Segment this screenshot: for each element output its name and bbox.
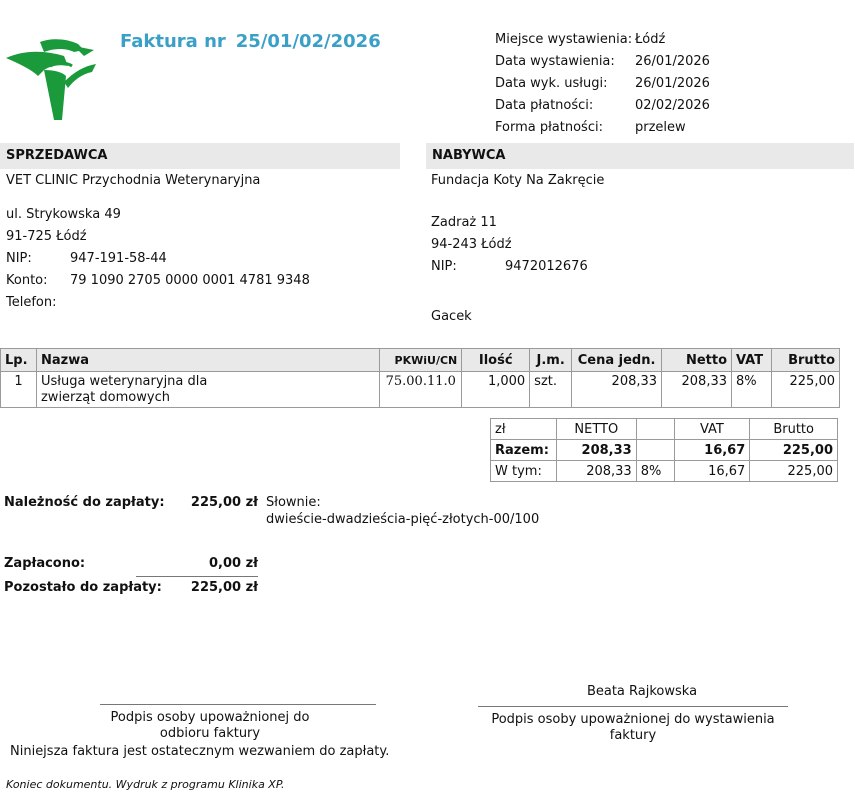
seller-nip-value: 947-191-58-44 (70, 251, 167, 266)
signature-right-line1: Podpis osoby upoważnionej do wystawienia (491, 712, 775, 727)
summary-vat-header: VAT (674, 419, 750, 440)
signature-right (478, 712, 788, 744)
buyer-extra: Gacek (431, 309, 472, 324)
row-name-line1: Usługa weterynaryjna dla (40, 374, 208, 389)
meta-row (495, 73, 710, 95)
buyer-nip-label: NIP: (431, 259, 457, 274)
meta-label: Data wystawienia: (495, 54, 615, 69)
remaining-label: Pozostało do zapłaty: (4, 580, 162, 595)
meta-label: Data wyk. usługi: (495, 76, 608, 91)
col-pkwiu: PKWiU/CN (380, 349, 462, 372)
buyer-block (431, 170, 604, 328)
row-pkwiu: 75.00.11.0 (380, 372, 462, 408)
summary-header-row (491, 419, 838, 440)
col-lp: Lp. (1, 349, 37, 372)
meta-row (495, 117, 710, 139)
paid-label: Zapłacono: (4, 556, 86, 571)
invoice-number: 25/01/02/2026 (235, 31, 381, 52)
seller-konto-value: 79 1090 2705 0000 0001 4781 9348 (70, 273, 310, 288)
buyer-city: 94-243 Łódź (431, 237, 512, 252)
seller-nip-label: NIP: (6, 251, 32, 266)
invoice-title (120, 31, 381, 52)
summary-total-row (491, 440, 838, 461)
signature-left-line2: odbioru faktury (159, 726, 261, 741)
col-jm: J.m. (530, 349, 572, 372)
seller-telefon: Telefon: (6, 295, 57, 310)
paid-divider (136, 576, 258, 577)
row-brutto: 225,00 (771, 372, 839, 408)
col-nazwa: Nazwa (36, 349, 379, 372)
buyer-header: NABYWCA (426, 143, 854, 169)
seller-city: 91-725 Łódź (6, 229, 87, 244)
document-footer: Koniec dokumentu. Wydruk z programu Klinika XP. (6, 778, 285, 791)
row-name-line2: zwierząt domowych (40, 390, 170, 405)
table-row (1, 372, 840, 408)
buyer-street: Zadraż 11 (431, 215, 497, 230)
col-vat: VAT (732, 349, 772, 372)
row-vat: 8% (732, 372, 772, 408)
items-header-row (1, 349, 840, 372)
meta-row (495, 29, 710, 51)
row-lp: 1 (1, 372, 37, 408)
summary-breakdown-rate: 8% (636, 461, 674, 482)
meta-label: Forma płatności: (495, 120, 603, 135)
signature-right-line2: faktury (609, 728, 657, 743)
summary-rate-header (636, 419, 674, 440)
col-cena: Cena jedn. (572, 349, 662, 372)
invoice-title-label: Faktura nr (120, 31, 226, 52)
col-ilosc: Ilość (462, 349, 530, 372)
meta-value: 26/01/2026 (635, 76, 710, 91)
final-notice: Niniejsza faktura jest ostatecznym wezwaniem do zapłaty. (10, 744, 390, 759)
signature-line-right (478, 706, 788, 707)
items-table (0, 348, 840, 408)
meta-row (495, 51, 710, 73)
row-price: 208,33 (572, 372, 662, 408)
col-netto: Netto (662, 349, 732, 372)
summary-breakdown-brutto: 225,00 (750, 461, 838, 482)
meta-value: przelew (635, 120, 686, 135)
signature-left (100, 710, 320, 742)
meta-row (495, 95, 710, 117)
due-value: 225,00 zł (190, 495, 258, 510)
summary-total-brutto: 225,00 (750, 440, 838, 461)
meta-value: Łódź (635, 32, 666, 47)
summary-total-vat: 16,67 (674, 440, 750, 461)
meta-value: 02/02/2026 (635, 98, 710, 113)
meta-label: Data płatności: (495, 98, 594, 113)
buyer-name: Fundacja Koty Na Zakręcie (431, 173, 605, 188)
summary-breakdown-label: W tym: (491, 461, 557, 482)
summary-brutto-header: Brutto (750, 419, 838, 440)
clinic-logo-icon (4, 36, 100, 122)
summary-breakdown-vat: 16,67 (674, 461, 750, 482)
summary-netto-header: NETTO (556, 419, 636, 440)
paid-value: 0,00 zł (209, 556, 258, 571)
seller-block (6, 170, 310, 314)
words-value: dwieście-dwadzieścia-pięć-złotych-00/100 (266, 512, 540, 527)
seller-street: ul. Strykowska 49 (6, 207, 121, 222)
due-label: Należność do zapłaty: (4, 495, 165, 510)
summary-breakdown-row (491, 461, 838, 482)
meta-value: 26/01/2026 (635, 54, 710, 69)
summary-breakdown-netto: 208,33 (556, 461, 636, 482)
row-unit: szt. (530, 372, 572, 408)
row-netto: 208,33 (662, 372, 732, 408)
seller-header: SPRZEDAWCA (0, 143, 400, 169)
summary-total-rate (636, 440, 674, 461)
meta-label: Miejsce wystawienia: (495, 32, 633, 47)
row-name (36, 372, 379, 408)
signature-line-left (100, 704, 376, 705)
summary-total-netto: 208,33 (556, 440, 636, 461)
summary-total-label: Razem: (491, 440, 557, 461)
seller-name: VET CLINIC Przychodnia Weterynaryjna (6, 173, 261, 188)
invoice-meta (495, 29, 710, 139)
seller-konto (6, 270, 310, 292)
buyer-nip-value: 9472012676 (505, 259, 588, 274)
seller-konto-label: Konto: (6, 273, 48, 288)
words-label: Słownie: (266, 495, 321, 510)
signer-name: Beata Rajkowska (586, 684, 698, 699)
summary-table (490, 418, 838, 482)
buyer-nip (431, 256, 604, 278)
signature-left-line1: Podpis osoby upoważnionej do (110, 710, 310, 725)
summary-currency: zł (491, 419, 557, 440)
seller-nip (6, 248, 310, 270)
row-qty: 1,000 (462, 372, 530, 408)
remaining-value: 225,00 zł (190, 580, 258, 595)
col-brutto: Brutto (771, 349, 839, 372)
